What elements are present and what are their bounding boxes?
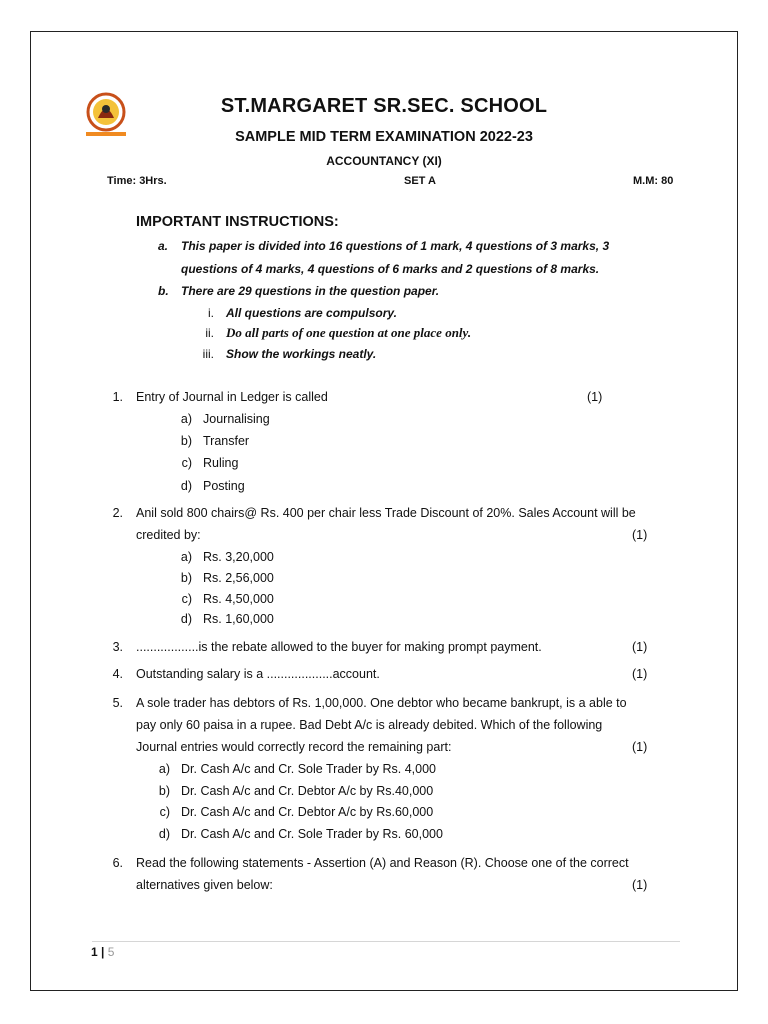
instruction-b-label: b. [158, 284, 169, 298]
option-label: c) [181, 456, 192, 470]
total-pages: 5 [107, 945, 115, 959]
subject-title: ACCOUNTANCY (XI) [326, 154, 442, 168]
option-text: Dr. Cash A/c and Cr. Debtor A/c by Rs.60,000 [181, 805, 434, 819]
question-number: 4. [112, 667, 123, 681]
question-text: Entry of Journal in Ledger is called [136, 390, 328, 404]
sub-instruction-label: iii. [202, 347, 214, 361]
question-text-line2: pay only 60 paisa in a rupee. Bad Debt A/c is already debited. Which of the following [136, 718, 603, 732]
option-text: Ruling [203, 456, 239, 470]
instruction-a-label: a. [158, 239, 169, 253]
question-number: 5. [112, 696, 123, 710]
time-label: Time: 3Hrs. [107, 175, 167, 187]
option-label: a) [180, 550, 192, 564]
option-label: b) [158, 784, 170, 798]
option-label: d) [180, 479, 192, 493]
instruction-a-line2: questions of 4 marks, 4 questions of 6 marks and 2 questions of 8 marks. [181, 262, 600, 276]
instruction-a-line1: This paper is divided into 16 questions of 1 mark, 4 questions of 3 marks, 3 [181, 239, 610, 253]
question-text: ..................is the rebate allowed to the buyer for making prompt payment. [136, 640, 542, 654]
set-label: SET A [404, 175, 436, 187]
question-marks: (1) [632, 667, 648, 681]
option-text: Rs. 4,50,000 [203, 592, 274, 606]
option-label: d) [158, 827, 170, 841]
question-text-line1: Read the following statements - Assertion (A) and Reason (R). Choose one of the correct [136, 856, 629, 870]
instructions-title: IMPORTANT INSTRUCTIONS: [136, 214, 339, 230]
option-text: Posting [203, 479, 245, 493]
school-name: ST.MARGARET SR.SEC. SCHOOL [220, 95, 548, 117]
footer-divider [92, 941, 680, 942]
question-number: 2. [112, 506, 123, 520]
sub-instruction-text: All questions are compulsory. [226, 306, 397, 320]
question-marks: (1) [587, 390, 603, 404]
question-marks: (1) [632, 878, 648, 892]
question-text-line2: credited by: [136, 528, 201, 542]
question-marks: (1) [632, 740, 648, 754]
question-marks: (1) [632, 528, 648, 542]
current-page: 1 [91, 945, 98, 959]
question-text-line2: alternatives given below: [136, 878, 273, 892]
exam-title: SAMPLE MID TERM EXAMINATION 2022-23 [235, 129, 533, 145]
question-number: 3. [112, 640, 123, 654]
option-text: Rs. 2,56,000 [203, 571, 274, 585]
option-label: b) [180, 434, 192, 448]
option-label: a) [158, 762, 170, 776]
option-label: c) [159, 805, 170, 819]
option-label: d) [180, 612, 192, 626]
max-marks-label: M.M: 80 [633, 175, 674, 187]
option-text: Dr. Cash A/c and Cr. Sole Trader by Rs. 4,000 [181, 762, 436, 776]
question-marks: (1) [632, 640, 648, 654]
sub-instruction-label: ii. [205, 326, 214, 340]
page-number [91, 945, 114, 959]
question-number: 1. [112, 390, 123, 404]
option-text: Rs. 3,20,000 [203, 550, 274, 564]
instruction-b-text: There are 29 questions in the question paper. [181, 284, 440, 298]
sub-instruction-label: i. [208, 306, 214, 320]
option-text: Dr. Cash A/c and Cr. Sole Trader by Rs. 60,000 [181, 827, 443, 841]
question-text: Outstanding salary is a ...................account. [136, 667, 380, 681]
option-text: Journalising [203, 412, 270, 426]
question-number: 6. [112, 856, 123, 870]
question-text-line1: A sole trader has debtors of Rs. 1,00,000. One debtor who became bankrupt, is a able to [136, 696, 627, 710]
option-label: b) [180, 571, 192, 585]
option-text: Transfer [203, 434, 250, 448]
sub-instruction-text: Do all parts of one question at one place only. [226, 325, 472, 340]
question-text-line1: Anil sold 800 chairs@ Rs. 400 per chair less Trade Discount of 20%. Sales Account will be [136, 506, 636, 520]
option-label: a) [180, 412, 192, 426]
option-text: Rs. 1,60,000 [203, 612, 274, 626]
option-label: c) [181, 592, 192, 606]
option-text: Dr. Cash A/c and Cr. Debtor A/c by Rs.40,000 [181, 784, 434, 798]
sub-instruction-text: Show the workings neatly. [226, 347, 377, 361]
question-text-line3: Journal entries would correctly record the remaining part: [136, 740, 452, 754]
page-separator: | [97, 945, 108, 959]
